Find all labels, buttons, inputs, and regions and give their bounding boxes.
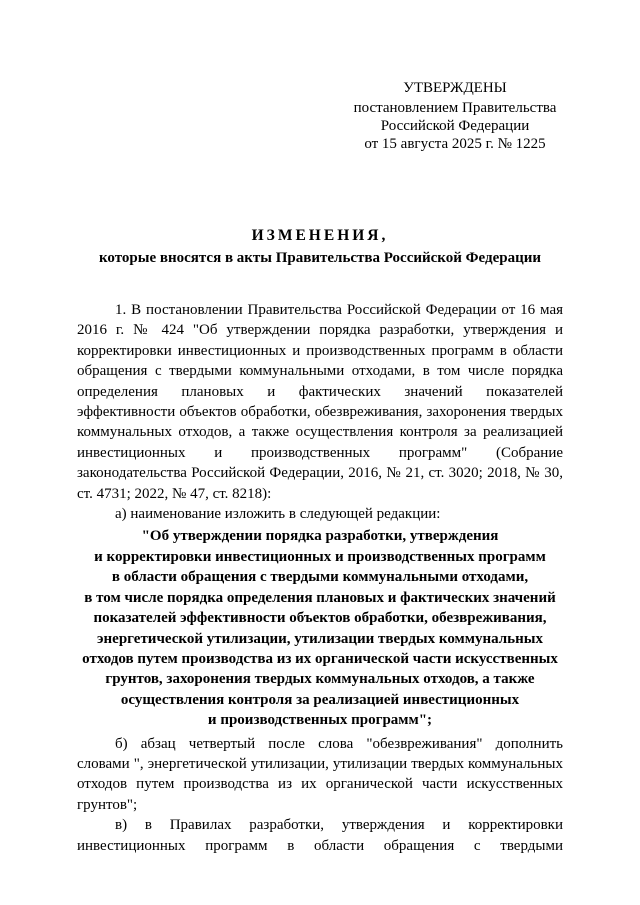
document-subtitle: которые вносятся в акты Правительства Российской Федерации — [98, 250, 542, 266]
document-body — [77, 300, 563, 856]
quoted-new-title — [77, 526, 563, 730]
approval-heading: УТВЕРЖДЕНЫ — [403, 80, 507, 96]
quote-line: осуществления контроля за реализацией инвестиционных — [120, 691, 520, 708]
approval-line: Российской Федерации — [380, 118, 530, 134]
paragraph-1: 1. В постановлении Правительства Российской Федерации от 16 мая 2016 г. № 424 "Об утверждении порядка разработки, утверждения и корректировки инвестиционных и производственных программ в области обращения с твердыми коммунальными отходами, в том числе порядка определения плановых и фактических значений показателей эффективности объектов обработки, обезвреживания, захоронения твердых коммунальных отходов, а также осуществления контроля за реализацией инвестиционных и производственных программ" (Собрание законодательства Российской Федерации, 2016, № 21, ст. 3020; 2018, № 30, ст. 4731; 2022, № 47, ст. 8218): — [77, 302, 563, 502]
item-b: б) абзац четвертый после слова "обезвреживания" дополнить словами ", энергетической утилизации, утилизации твердых коммунальных отходов путем производства из их органической части искусственных грунтов"; — [77, 735, 563, 813]
quote-line: показателей эффективности объектов обработки, обезвреживания, — [93, 610, 547, 627]
quote-line: и производственных программ"; — [207, 712, 433, 729]
document-title: ИЗМЕНЕНИЯ, — [251, 227, 389, 244]
quote-line: грунтов, захоронения твердых коммунальных отходов, а также — [105, 671, 535, 688]
item-a: а) наименование изложить в следующей редакции: — [115, 506, 441, 523]
approval-block — [340, 79, 570, 153]
quote-line: в области обращения с твердыми коммунальными отходами, — [111, 569, 529, 586]
approval-date-line: от 15 августа 2025 г. № 1225 — [364, 136, 546, 152]
quote-line: отходов путем производства из их органической части искусственных — [82, 650, 558, 667]
quote-line: "Об утверждении порядка разработки, утверждения — [141, 528, 499, 545]
item-c: в) в Правилах разработки, утверждения и корректировки инвестиционных программ в области обращения с твердыми — [77, 817, 563, 854]
quote-line: в том числе порядка определения плановых и фактических значений — [84, 589, 556, 606]
approval-line: постановлением Правительства — [353, 100, 557, 116]
quote-line: и корректировки инвестиционных и производственных программ — [94, 548, 546, 565]
quote-line: энергетической утилизации, утилизации твердых коммунальных — [97, 630, 543, 647]
